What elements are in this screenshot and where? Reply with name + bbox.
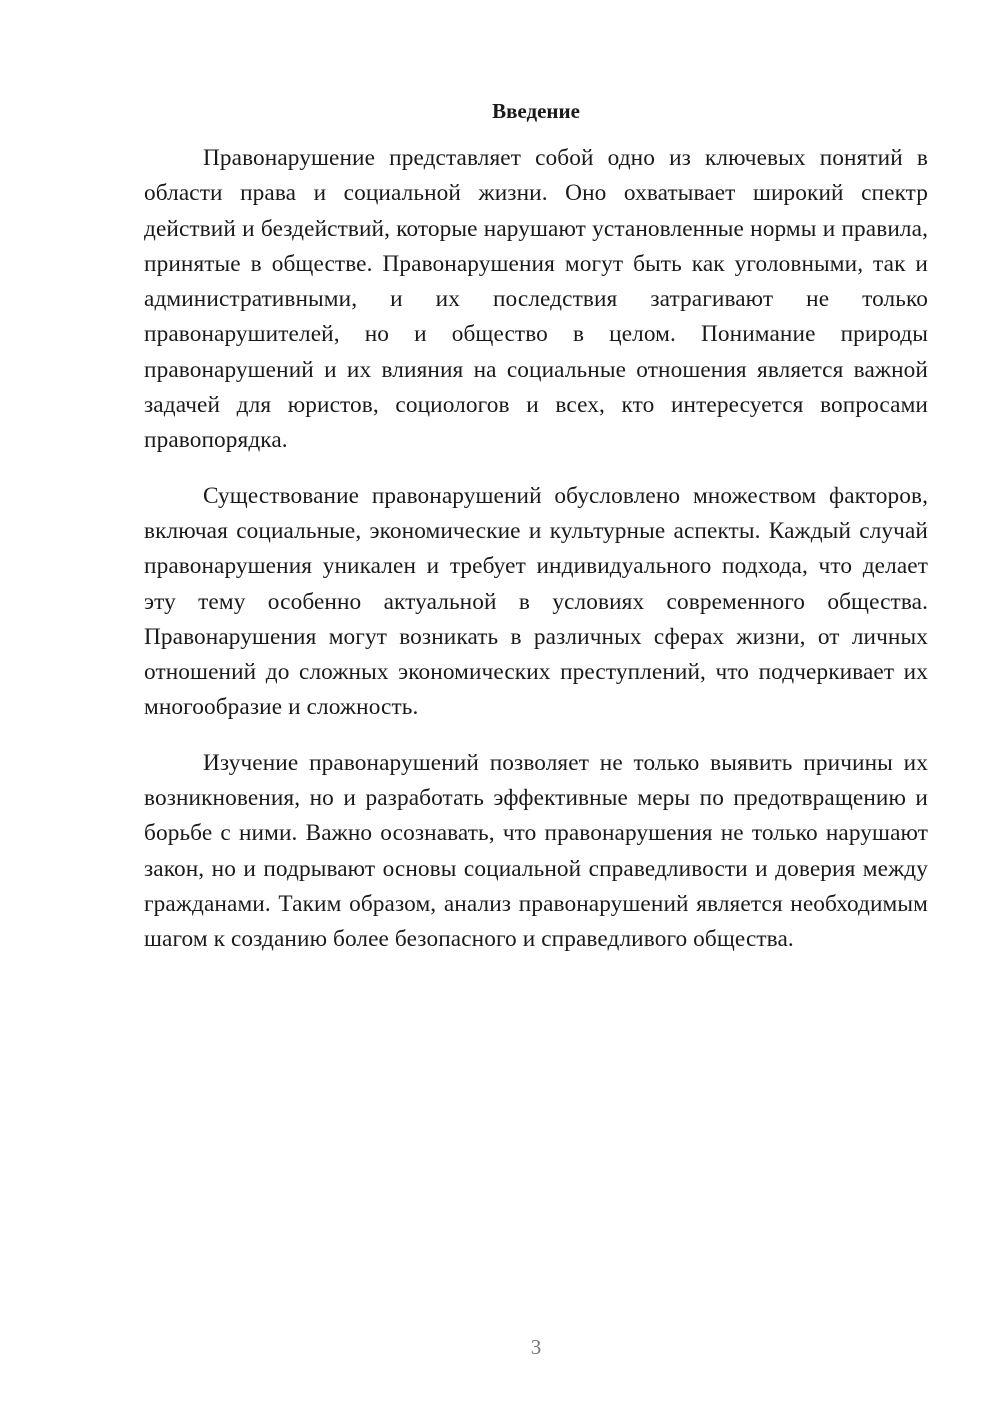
page-number: 3 <box>530 1335 542 1359</box>
body-text <box>144 141 928 978</box>
paragraph-1: Правонарушение представляет собой одно из ключевых понятий в области права и социальной жизни. Оно охватывает широкий спектр действий и бездействий, которые нарушают установленные нормы и правила, принятые в обществе. Правонарушения могут быть как уголовными, так и административными, и их последствия затрагивают не только правонарушителей, но и общество в целом. Понимание природы правонарушений и их влияния на социальные отношения является важной задачей для юристов, социологов и всех, кто интересуется вопросами правопорядка. <box>144 145 928 454</box>
paragraph-3: Изучение правонарушений позволяет не только выявить причины их возникновения, но и разработать эффективные меры по предотвращению и борьбе с ними. Важно осознавать, что правонарушения не только нарушают закон, но и подрывают основы социальной справедливости и доверия между гражданами. Таким образом, анализ правонарушений является необходимым шагом к созданию более безопасного и справедливого общества. <box>144 749 928 953</box>
section-heading: Введение <box>492 99 580 123</box>
paragraph-2: Существование правонарушений обусловлено множеством факторов, включая социальные, экономические и культурные аспекты. Каждый случай правонарушения уникален и требует индивидуального подхода, что делает эту тему особенно актуальной в условиях современного общества. Правонарушения могут возникать в различных сферах жизни, от личных отношений до сложных экономических преступлений, что подчеркивает их многообразие и сложность. <box>144 482 928 721</box>
